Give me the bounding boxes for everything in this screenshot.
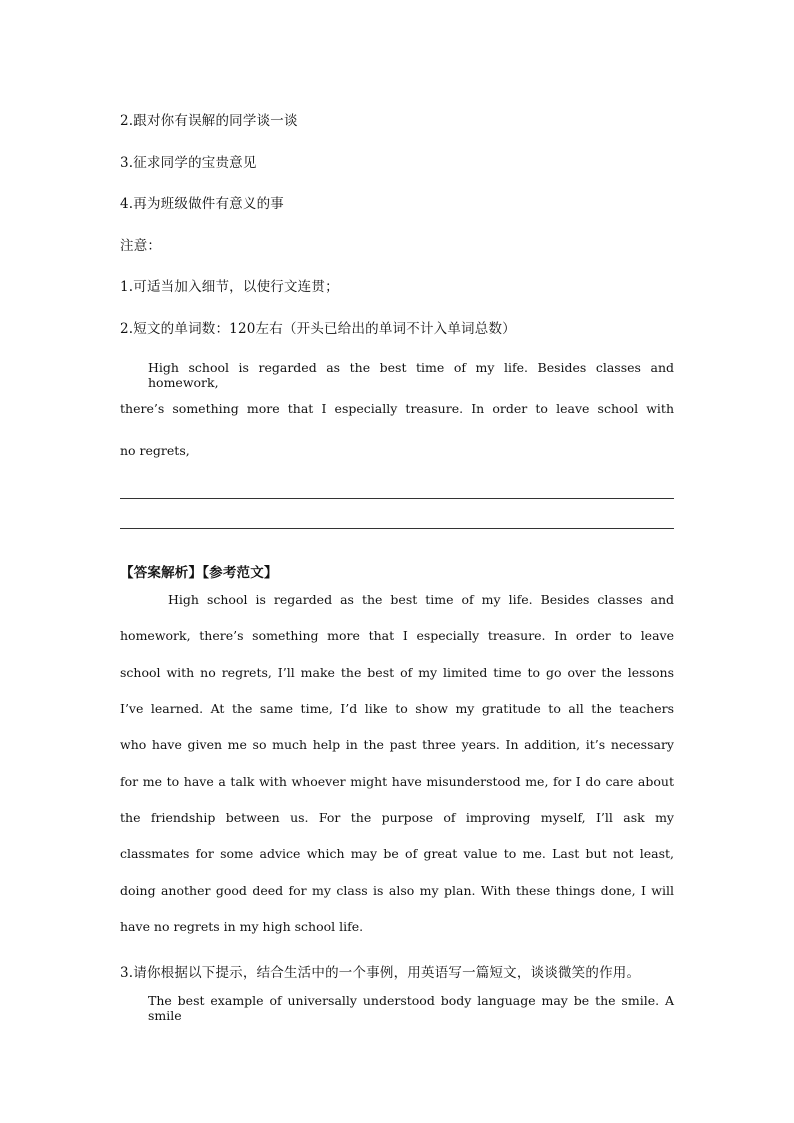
opening-line: no regrets, <box>120 443 190 458</box>
answer-rule <box>120 498 674 499</box>
question-3: 3.请你根据以下提示，结合生活中的一个事例，用英语写一篇短文，谈谈微笑的作用。 <box>120 965 641 981</box>
answer-rule <box>120 528 674 529</box>
question-3-opening: The best example of universally understood body language may be the smile. A smile <box>148 993 674 1023</box>
opening-line: High school is regarded as the best time of my life. Besides classes and homework, <box>148 360 674 390</box>
answer-line: doing another good deed for my class is also my plan. With these things done, I will <box>120 883 674 898</box>
prompt-item: 2.跟对你有误解的同学谈一谈 <box>120 113 298 129</box>
opening-line: there’s something more that I especially treasure. In order to leave school with <box>120 401 674 416</box>
notes-title: 注意： <box>120 238 162 254</box>
answer-line: homework, there’s something more that I especially treasure. In order to leave <box>120 628 674 643</box>
note-item: 1.可适当加入细节，以使行文连贯； <box>120 279 339 295</box>
answer-heading: 【答案解析】【参考范文】 <box>120 565 278 581</box>
note-item: 2.短文的单词数：120左右（开头已给出的单词不计入单词总数） <box>120 321 516 337</box>
prompt-item: 3.征求同学的宝贵意见 <box>120 155 257 171</box>
answer-line: I’ve learned. At the same time, I’d like to show my gratitude to all the teachers <box>120 701 674 716</box>
answer-line: for me to have a talk with whoever might have misunderstood me, for I do care about <box>120 774 674 789</box>
answer-line: who have given me so much help in the past three years. In addition, it’s necessary <box>120 737 674 752</box>
answer-line: have no regrets in my high school life. <box>120 919 364 934</box>
answer-line: classmates for some advice which may be of great value to me. Last but not least, <box>120 846 674 861</box>
answer-line: High school is regarded as the best time of my life. Besides classes and <box>168 592 674 607</box>
prompt-item: 4.再为班级做件有意义的事 <box>120 196 284 212</box>
answer-line: the friendship between us. For the purpose of improving myself, I’ll ask my <box>120 810 674 825</box>
answer-line: school with no regrets, I’ll make the best of my limited time to go over the lessons <box>120 665 674 680</box>
